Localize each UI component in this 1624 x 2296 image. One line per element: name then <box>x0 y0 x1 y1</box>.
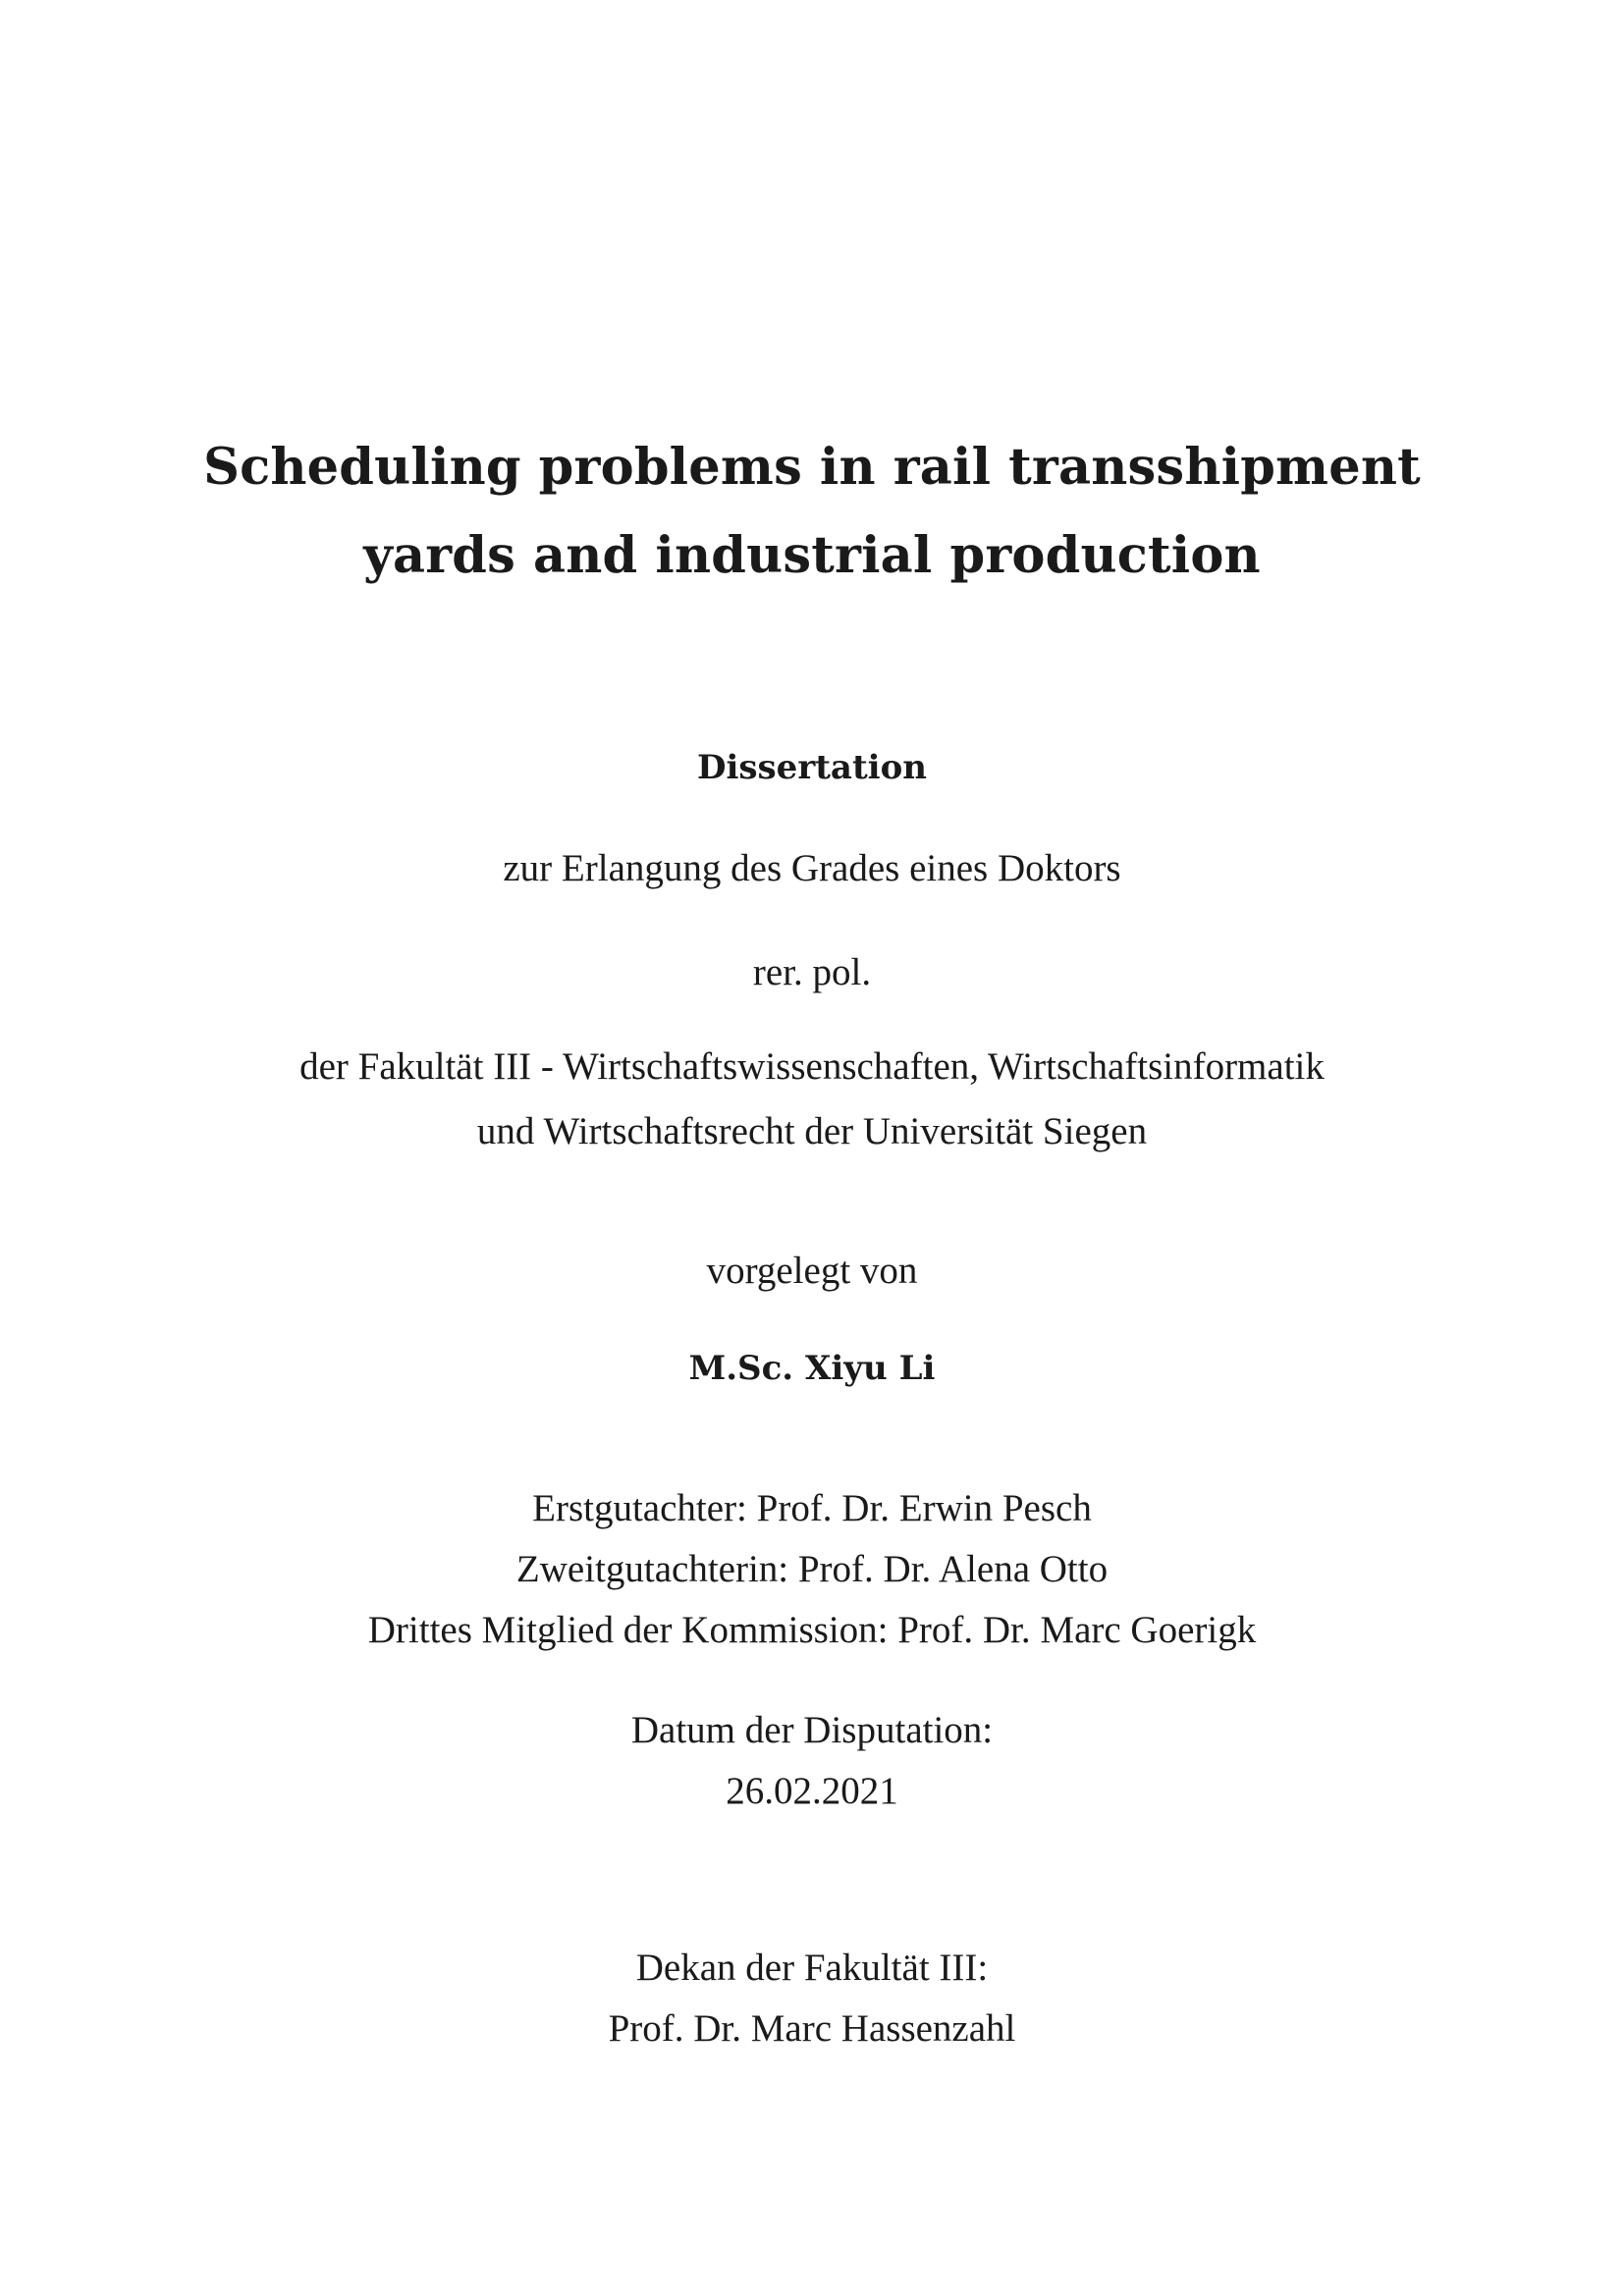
faculty-line-2: und Wirtschaftsrecht der Universität Siegen <box>476 1110 1148 1152</box>
first-reviewer: Erstgutachter: Prof. Dr. Erwin Pesch <box>532 1487 1092 1529</box>
committee-third-member: Drittes Mitglied der Kommission: Prof. Dr. Marc Goerigk <box>367 1609 1257 1651</box>
author-name: M.Sc. Xiyu Li <box>688 1349 936 1388</box>
dean-name: Prof. Dr. Marc Hassenzahl <box>608 2007 1016 2050</box>
title-line-2: yards and industrial production <box>363 526 1261 585</box>
second-reviewer: Zweitgutachterin: Prof. Dr. Alena Otto <box>515 1548 1109 1590</box>
faculty-line-1: der Fakultät III - Wirtschaftswissenschaften, Wirtschaftsinformatik <box>299 1045 1325 1088</box>
submitted-by-label: vorgelegt von <box>706 1250 918 1292</box>
disputation-date: 26.02.2021 <box>726 1770 898 1812</box>
document-type: Dissertation <box>697 748 927 787</box>
degree-purpose: zur Erlangung des Grades eines Doktors <box>503 847 1121 889</box>
disputation-label: Datum der Disputation: <box>630 1709 994 1751</box>
degree-name: rer. pol. <box>752 951 872 993</box>
dean-label: Dekan der Fakultät III: <box>635 1947 989 1989</box>
title-line-1: Scheduling problems in rail transshipment <box>203 438 1421 497</box>
